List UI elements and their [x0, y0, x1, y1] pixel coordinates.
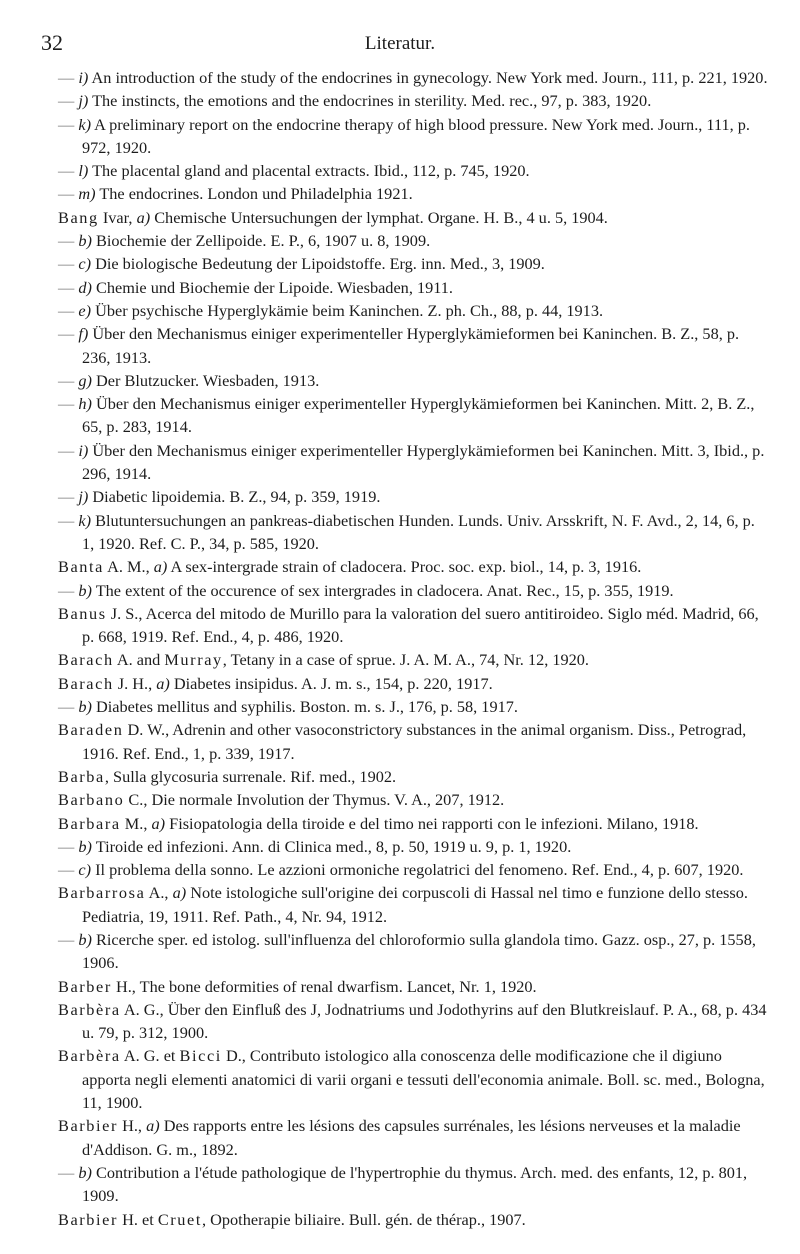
author-name: Barbèra — [58, 1046, 121, 1066]
reference-entry — [58, 975, 768, 998]
item-label: l) — [78, 161, 89, 181]
continuation-dash: — — [58, 860, 75, 880]
reference-entry — [58, 182, 768, 205]
author-details: Ivar, — [98, 207, 137, 227]
author-name: Barbier — [58, 1116, 119, 1136]
citation-text: Tiroide ed infezioni. Ann. di Clinica med., 8, p. 50, 1919 u. 9, p. 1, 1920. — [91, 836, 572, 856]
citation-text: Note istologiche sull'origine dei corpuscoli di Hassal nel timo e funzione dello stesso. Pediatria, 19, 1911. Ref. Path., 4, Nr. 94, 1912. — [82, 883, 748, 926]
item-label: a) — [136, 207, 151, 227]
citation-text: Über den Mechanismus einiger experimenteller Hyperglykämieformen bei Kaninchen. Mitt. 2, B. Z., 65, p. 283, 1914. — [82, 394, 755, 437]
author-name: Bang — [58, 207, 99, 227]
citation-text: Der Blutzucker. Wiesbaden, 1913. — [91, 370, 320, 390]
item-label: b) — [78, 580, 92, 600]
citation-text: Über den Mechanismus einiger experimenteller Hyperglykämieformen bei Kaninchen. B. Z., 58, p. 236, 1913. — [82, 324, 740, 367]
page-number: 32 — [41, 30, 63, 55]
citation-text: Über den Mechanismus einiger experimenteller Hyperglykämieformen bei Kaninchen. Mitt. 3, Ibid., p. 296, 1914. — [82, 440, 765, 484]
continuation-dash: — — [58, 231, 75, 251]
continuation-dash: — — [58, 1162, 75, 1182]
author-name: Barach — [58, 673, 114, 693]
reference-entry — [58, 928, 768, 975]
reference-entry — [58, 835, 768, 858]
coauthor-details: , Tetany in a case of sprue. J. A. M. A., 74, Nr. 12, 1920. — [222, 650, 589, 670]
continuation-dash: — — [58, 324, 75, 344]
continuation-dash: — — [58, 68, 75, 87]
reference-entry — [58, 812, 768, 835]
citation-text: An introduction of the study of the endocrines in gynecology. New York med. Journ., 111, p. 221, 1920. — [88, 68, 768, 87]
author-details: J. S., Acerca del mitodo de Murillo para la valoration del suero antitiroideo. Siglo méd. Madrid, 66, p. 668, 1919. Ref. End., 4, p. 486, 1920. — [82, 603, 759, 647]
author-name: Barbara — [58, 813, 121, 833]
continuation-dash: — — [58, 114, 75, 134]
author-details: , Sulla glycosuria surrenale. Rif. med., 1902. — [104, 766, 397, 786]
reference-entry — [58, 1044, 768, 1114]
running-head: Literatur. — [364, 33, 436, 54]
coauthor-details: D., Contributo istologico alla conoscenza delle modificazione che il digiuno apporta negli elementi anatomici di varii organi e tessuti dell'economia animale. Boll. sc. med., Bologna, 11, 1900. — [82, 1046, 765, 1113]
continuation-dash: — — [58, 254, 75, 274]
citation-text: Des rapports entre les lésions des capsules surrénales, les lésions nerveuses et la maladie d'Addison. G. m., 1892. — [82, 1116, 741, 1159]
reference-entry — [58, 276, 768, 299]
reference-entry — [58, 159, 768, 182]
author-details: A. and — [113, 650, 165, 670]
author-name: Barbano — [58, 790, 125, 810]
reference-entry — [58, 66, 768, 89]
citation-text: Il problema della sonno. Le azzioni ormoniche regolatrici del fenomeno. Ref. End., 4, p. 607, 1920. — [91, 860, 744, 880]
citation-text: The extent of the occurence of sex intergrades in cladocera. Anat. Rec., 15, p. 355, 1919. — [91, 580, 674, 600]
item-label: e) — [78, 300, 92, 320]
citation-text: The instincts, the emotions and the endocrines in sterility. Med. rec., 97, p. 383, 1920. — [88, 91, 652, 111]
item-label: a) — [172, 883, 187, 903]
reference-entry — [58, 439, 768, 486]
reference-entry — [58, 369, 768, 392]
citation-text: Blutuntersuchungen an pankreas-diabetischen Hunden. Lunds. Univ. Arsskrift, N. F. Avd., 2, 14, 6, p. 1, 1920. Ref. C. P., 34, p. 585, 1920. — [82, 510, 755, 553]
item-label: h) — [78, 394, 92, 414]
author-details: J. H., — [113, 673, 157, 693]
author-details: A., — [145, 883, 173, 903]
continuation-dash: — — [58, 184, 75, 204]
reference-entry — [58, 718, 768, 765]
continuation-dash: — — [58, 836, 75, 856]
reference-entry — [58, 252, 768, 275]
item-label: m) — [78, 184, 96, 204]
continuation-dash: — — [58, 161, 75, 181]
reference-entry — [58, 322, 768, 369]
author-details: C., Die normale Involution der Thymus. V. A., 207, 1912. — [124, 790, 505, 810]
reference-entry — [58, 1208, 768, 1231]
author-details: H., — [118, 1116, 147, 1136]
citation-text: Fisiopatologia della tiroide e del timo nei rapporti con le infezioni. Milano, 1918. — [165, 813, 699, 833]
reference-entry — [58, 229, 768, 252]
author-details: M., — [120, 813, 152, 833]
item-label: c) — [78, 254, 92, 274]
item-label: b) — [78, 1162, 92, 1182]
coauthor-details: , Opotherapie biliaire. Bull. gén. de thérap., 1907. — [202, 1209, 526, 1229]
author-details: D. W., Adrenin and other vasoconstrictory substances in the animal organism. Diss., Petrograd, 1916. Ref. End., 1, p. 339, 1917. — [82, 720, 747, 763]
item-label: i) — [78, 440, 89, 460]
item-label: a) — [146, 1116, 160, 1136]
item-label: j) — [78, 487, 89, 507]
citation-text: Biochemie der Zellipoide. E. P., 6, 1907 u. 8, 1909. — [91, 231, 431, 251]
citation-text: A sex-intergrade strain of cladocera. Proc. soc. exp. biol., 14, p. 3, 1916. — [167, 557, 642, 577]
author-name: Barbier — [58, 1209, 119, 1229]
author-name: Baraden — [58, 720, 124, 740]
reference-entry — [58, 1114, 768, 1161]
citation-text: Diabetes mellitus and syphilis. Boston. m. s. J., 176, p. 58, 1917. — [91, 697, 518, 717]
citation-text: A preliminary report on the endocrine therapy of high blood pressure. New York med. Journ., 111, p. 972, 1920. — [82, 114, 750, 157]
author-details: A. G. et — [120, 1046, 180, 1066]
continuation-dash: — — [58, 487, 75, 507]
citation-text: Chemische Untersuchungen der lymphat. Organe. H. B., 4 u. 5, 1904. — [150, 207, 608, 227]
coauthor-name: Cruet — [157, 1209, 202, 1229]
reference-entry — [58, 648, 768, 671]
author-details: A. G., Über den Einfluß des J, Jodnatriums und Jodothyrins auf den Blutkreislauf. P. A., 68, p. 434 u. 79, p. 312, 1900. — [82, 999, 767, 1043]
reference-entry — [58, 485, 768, 508]
reference-entry — [58, 695, 768, 718]
item-label: k) — [78, 510, 92, 530]
coauthor-name: Bicci — [179, 1046, 222, 1066]
author-name: Banta — [58, 557, 104, 577]
citation-text: The placental gland and placental extracts. Ibid., 112, p. 745, 1920. — [88, 161, 530, 181]
coauthor-name: Murray — [164, 650, 223, 670]
item-label: i) — [78, 68, 89, 87]
citation-text: Die biologische Bedeutung der Lipoidstoffe. Erg. inn. Med., 3, 1909. — [91, 254, 545, 274]
continuation-dash: — — [58, 580, 75, 600]
reference-entry — [58, 555, 768, 578]
item-label: j) — [78, 91, 89, 111]
author-details: H. et — [118, 1209, 158, 1229]
author-name: Barbarrosa — [58, 883, 146, 903]
reference-list — [58, 66, 768, 1231]
item-label: b) — [78, 929, 92, 949]
author-name: Banus — [58, 603, 107, 623]
continuation-dash: — — [58, 697, 75, 717]
citation-text: Chemie und Biochemie der Lipoide. Wiesbaden, 1911. — [91, 277, 453, 297]
item-label: b) — [78, 697, 92, 717]
item-label: b) — [78, 231, 92, 251]
reference-entry — [58, 881, 768, 928]
reference-entry — [58, 509, 768, 556]
reference-entry — [58, 392, 768, 439]
reference-entry — [58, 672, 768, 695]
continuation-dash: — — [58, 394, 75, 414]
author-name: Barach — [58, 650, 114, 670]
reference-entry — [58, 579, 768, 602]
reference-entry — [58, 765, 768, 788]
reference-entry — [58, 602, 768, 649]
continuation-dash: — — [58, 510, 75, 530]
item-label: d) — [78, 277, 92, 297]
author-details: H., The bone deformities of renal dwarfism. Lancet, Nr. 1, 1920. — [111, 976, 537, 996]
reference-entry — [58, 1161, 768, 1208]
continuation-dash: — — [58, 91, 75, 111]
item-label: a) — [151, 813, 166, 833]
continuation-dash: — — [58, 440, 75, 460]
item-label: g) — [78, 370, 92, 390]
continuation-dash: — — [58, 300, 75, 320]
item-label: k) — [78, 114, 92, 134]
item-label: a) — [153, 557, 168, 577]
item-label: f) — [78, 324, 89, 344]
reference-entry — [58, 858, 768, 881]
continuation-dash: — — [58, 929, 75, 949]
author-name: Barber — [58, 976, 112, 996]
reference-entry — [58, 299, 768, 322]
author-details: A. M., — [103, 557, 154, 577]
citation-text: Ricerche sper. ed istolog. sull'influenza del chloroformio sulla glandola timo. Gazz. osp., 27, p. 1558, 1906. — [82, 929, 756, 973]
item-label: c) — [78, 860, 92, 880]
reference-entry — [58, 998, 768, 1045]
reference-entry — [58, 788, 768, 811]
author-name: Barba — [58, 766, 105, 786]
item-label: a) — [156, 673, 170, 693]
citation-text: The endocrines. London und Philadelphia 1921. — [95, 184, 413, 204]
item-label: b) — [78, 836, 92, 856]
citation-text: Über psychische Hyperglykämie beim Kaninchen. Z. ph. Ch., 88, p. 44, 1913. — [91, 300, 604, 320]
citation-text: Diabetes insipidus. A. J. m. s., 154, p. 220, 1917. — [169, 673, 493, 693]
reference-entry — [58, 113, 768, 160]
continuation-dash: — — [58, 277, 75, 297]
continuation-dash: — — [58, 370, 75, 390]
citation-text: Contribution a l'étude pathologique de l'hypertrophie du thymus. Arch. med. des enfants, 12, p. 801, 1909. — [82, 1162, 748, 1206]
reference-entry — [58, 89, 768, 112]
reference-entry — [58, 206, 768, 229]
citation-text: Diabetic lipoidemia. B. Z., 94, p. 359, 1919. — [88, 487, 381, 507]
author-name: Barbèra — [58, 999, 121, 1019]
